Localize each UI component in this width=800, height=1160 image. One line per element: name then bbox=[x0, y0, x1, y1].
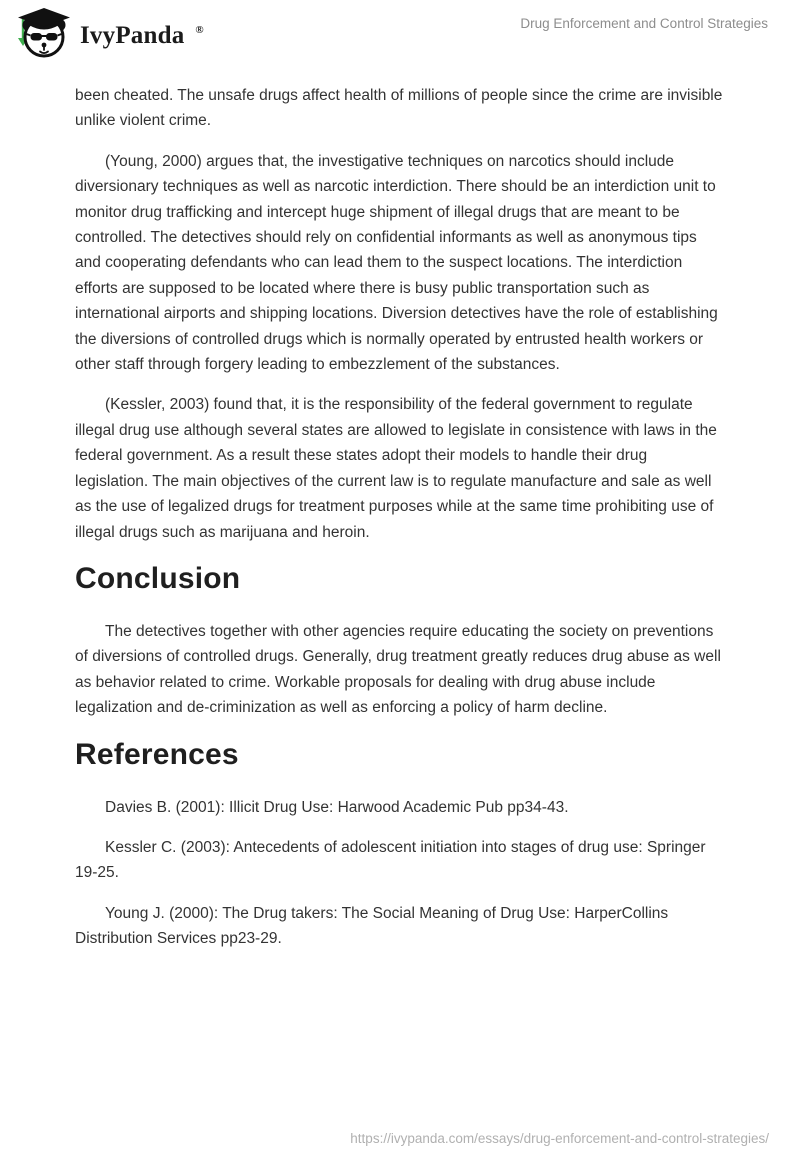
logo-wordmark: IvyPanda bbox=[80, 22, 185, 49]
body-paragraph: (Kessler, 2003) found that, it is the responsibility of the federal government to regulate illegal drug use although several states are allowed to legislate in consistence with laws in the federal government. As a result these states adopt their models to handle their drug legislation. The main objectives of the current law is to regulate manufacture and sale as well as the use of legalized drugs for treatment purposes while at the same time prohibiting use of illegal drugs such as marijuana and heroin. bbox=[75, 396, 717, 541]
registered-trademark-symbol: ® bbox=[195, 23, 204, 36]
reference-entry: Davies B. (2001): Illicit Drug Use: Harwood Academic Pub pp34-43. bbox=[105, 798, 569, 816]
header bbox=[0, 0, 800, 56]
essay-body bbox=[0, 56, 800, 952]
ivypanda-panda-icon bbox=[14, 8, 70, 63]
conclusion-heading: Conclusion bbox=[75, 561, 241, 595]
reference-entry: Young J. (2000): The Drug takers: The Social Meaning of Drug Use: HarperCollins Distribution Services pp23-29. bbox=[75, 904, 669, 948]
body-paragraph: (Young, 2000) argues that, the investigative techniques on narcotics should include diversionary techniques as well as narcotic interdiction. There should be an interdiction unit to monitor drug trafficking and intercept huge shipment of illegal drugs that are meant to be controlled. The detectives should rely on confidential informants as well as anonymous tips and cooperating defendants who can lead them to the suspect locations. The interdiction efforts are supposed to be located where there is busy public transportation such as international airports and shipping locations. Diversion detectives have the role of establishing the diversions of controlled drugs which is normally operated by entrusted health workers or other staff through forgery leading to embezzlement of the substances. bbox=[75, 152, 718, 374]
reference-entry: Kessler C. (2003): Antecedents of adolescent initiation into stages of drug use: Springer 19-25. bbox=[75, 838, 706, 882]
references-heading: References bbox=[75, 737, 239, 771]
running-head-title: Drug Enforcement and Control Strategies bbox=[520, 16, 768, 31]
source-url[interactable]: https://ivypanda.com/essays/drug-enforcement-and-control-strategies/ bbox=[350, 1131, 769, 1146]
body-paragraph: been cheated. The unsafe drugs affect health of millions of people since the crime are invisible unlike violent crime. bbox=[75, 87, 723, 130]
ivypanda-logo[interactable] bbox=[14, 8, 203, 63]
conclusion-paragraph: The detectives together with other agencies require educating the society on preventions of diversions of controlled drugs. Generally, drug treatment greatly reduces drug abuse as well as behavior related to crime. Workable proposals for dealing with drug abuse include legalization and de-criminization as well as enforcing a policy of harm decline. bbox=[75, 622, 721, 717]
